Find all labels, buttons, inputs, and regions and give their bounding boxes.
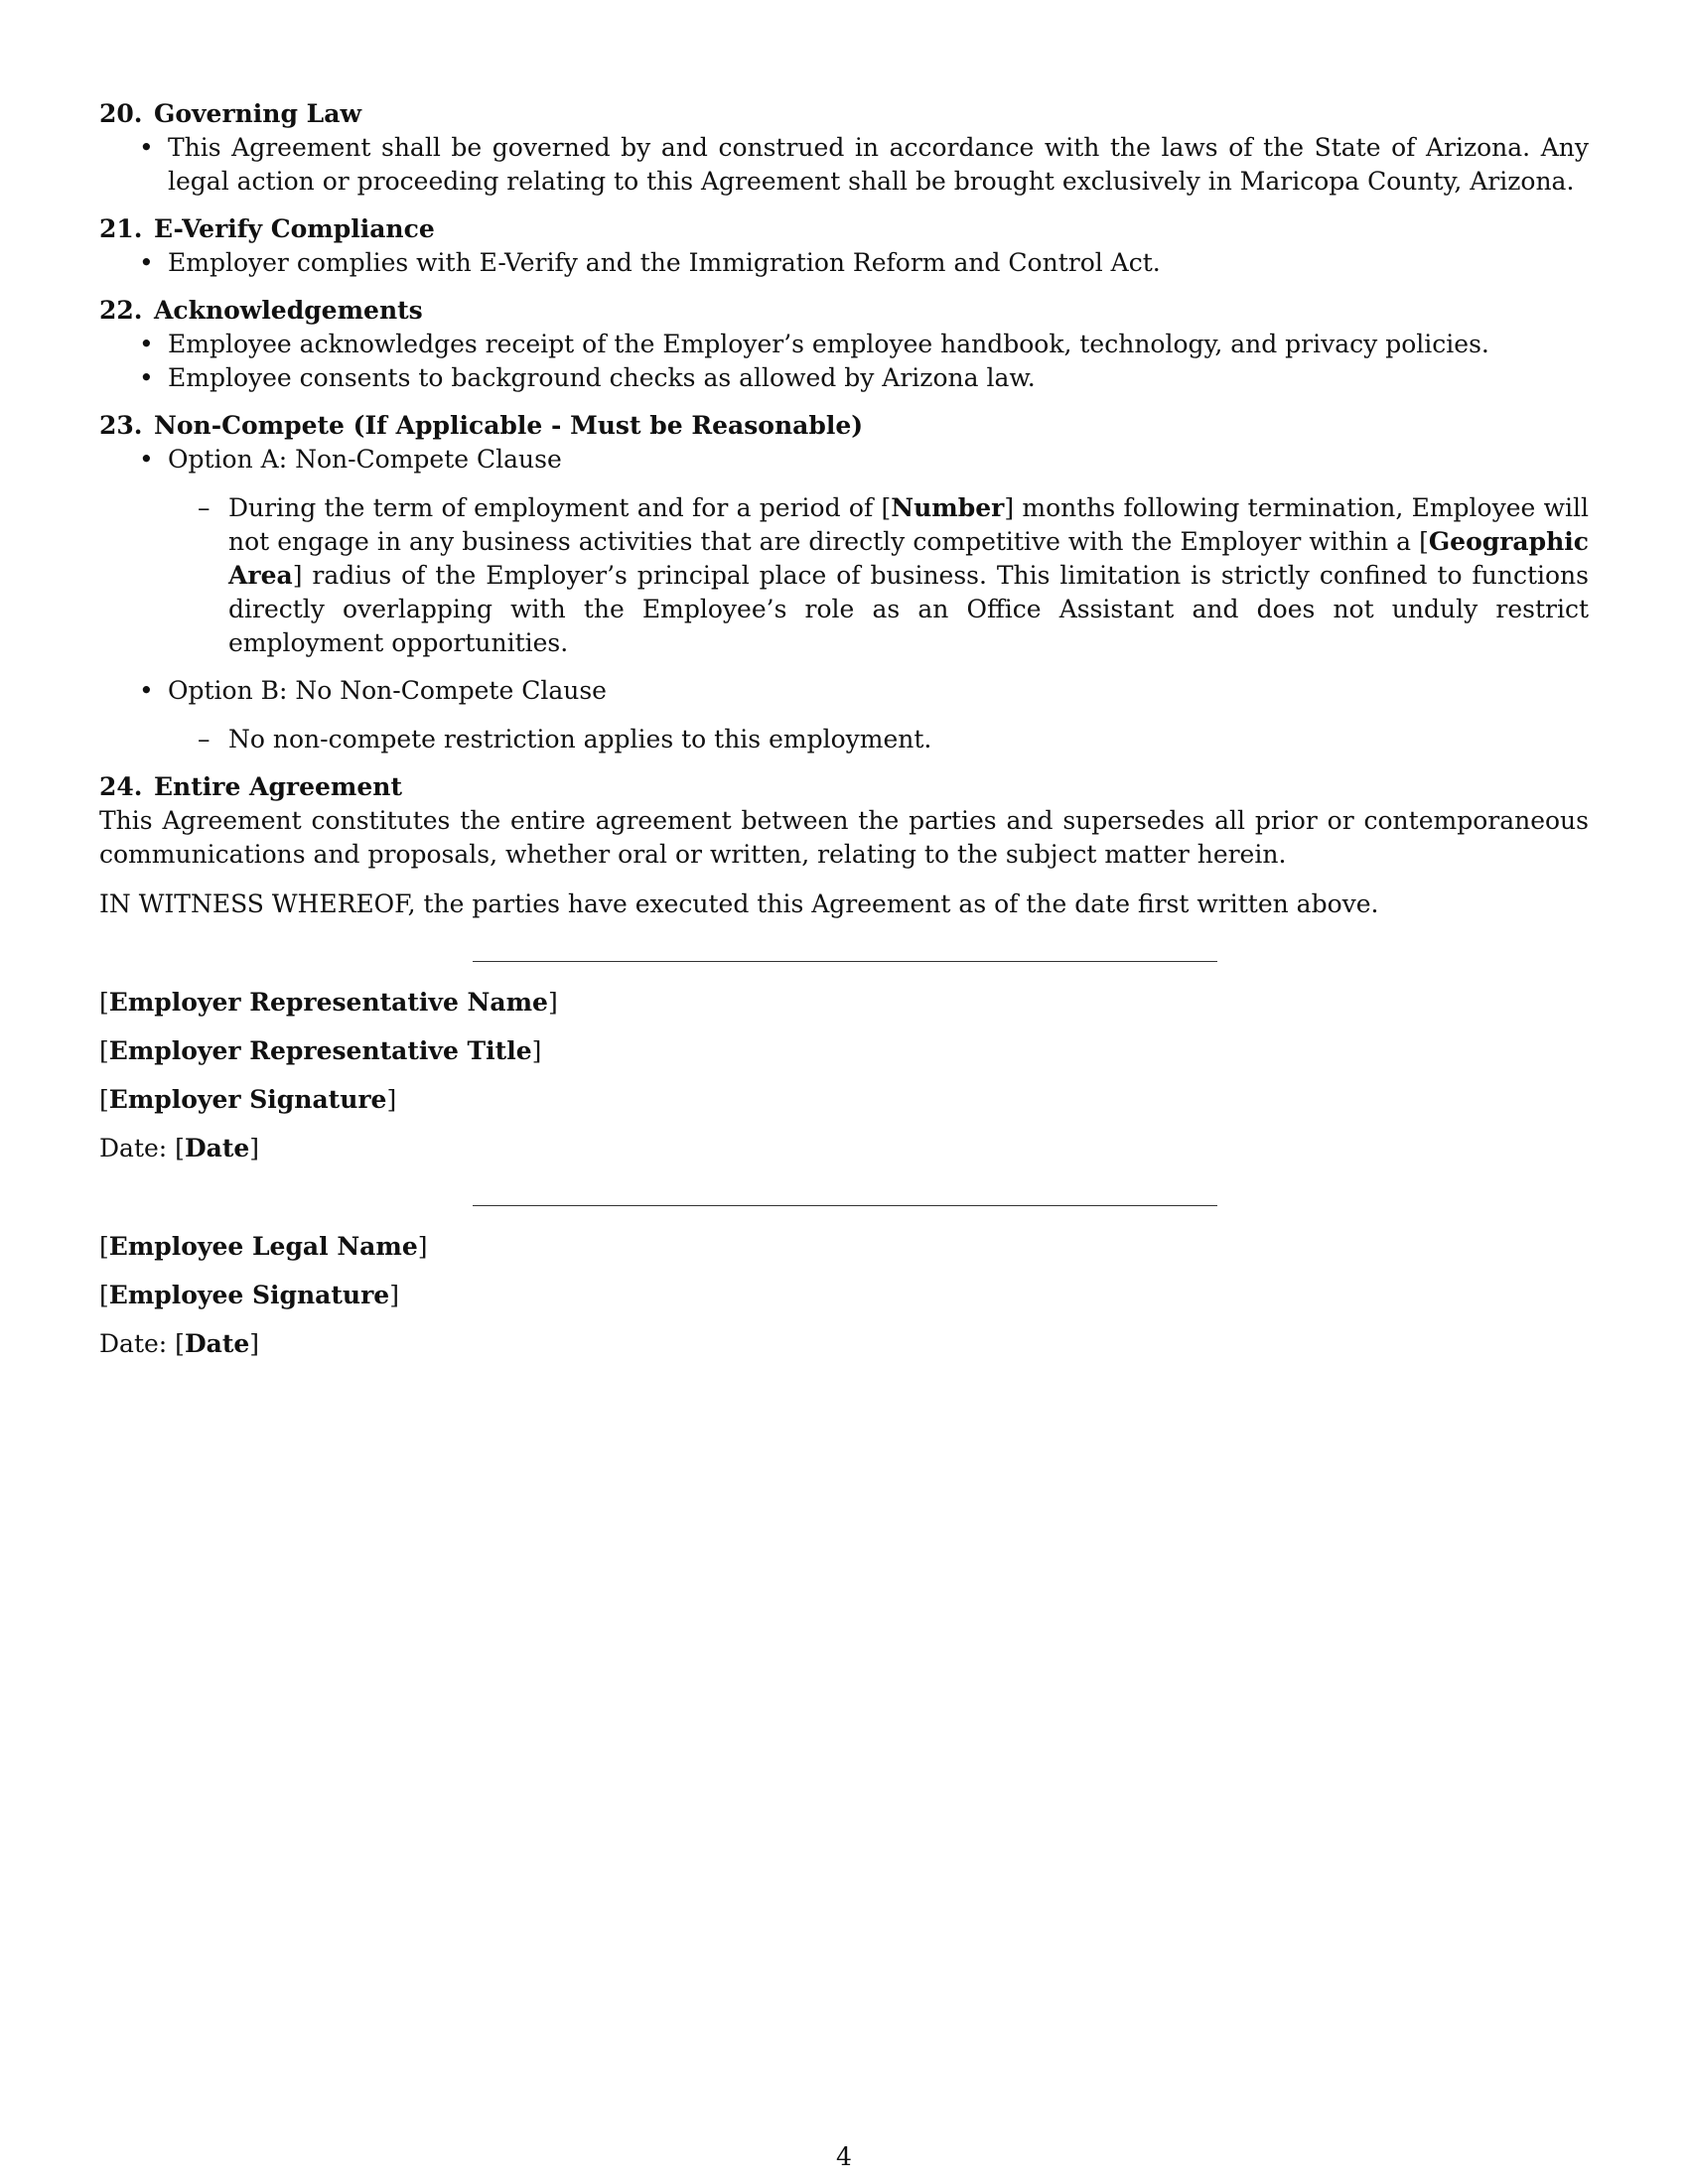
section-number: 23. [99,411,143,440]
bracket-open: [ [99,988,109,1017]
option-b-label: Option B: No Non-Compete Clause [168,676,607,705]
date-label: Date: [99,1134,176,1162]
signature-line [473,961,1217,962]
section-title: Non-Compete (If Applicable - Must be Reasonable) [154,411,864,440]
section-heading [99,212,1589,246]
list-item: • Employee consents to background checks as allowed by Arizona law. [99,361,1589,395]
document-page [99,97,1589,1361]
bracket-close: ] [386,1085,397,1114]
section-title: Governing Law [154,99,361,128]
section-title: Entire Agreement [154,772,402,801]
placeholder-number: Number [891,493,1005,522]
option-a-label: Option A: Non-Compete Clause [168,445,562,474]
bracket-open: [ [175,1329,185,1358]
clause-text: radius of the Employer’s principal place of business. This limitation is strictly confined to functions directly overlapping with the Employee’s role as an Office Assistant and does not unduly restrict employment opportunities. [228,561,1589,657]
entire-agreement-paragraph: This Agreement constitutes the entire agreement between the parties and supersedes all prior or contemporaneous communications and proposals, whether oral or written, relating to the subject matter herein. [99,806,1589,869]
employee-signature [99,1279,1589,1312]
section-number: 20. [99,99,143,128]
bracket-open: [ [99,1281,109,1309]
bracket-close: ] [389,1281,399,1309]
list-item: • Employee acknowledges receipt of the Employer’s employee handbook, technology, and privacy policies. [99,328,1589,361]
section-number: 21. [99,214,143,243]
date-label: Date: [99,1329,176,1358]
bracket-close: ] [249,1134,260,1162]
section-entire-agreement [99,770,1589,872]
placeholder-text: Employee Signature [108,1281,390,1309]
bracket-open: [ [99,1085,109,1114]
clause-text: months following termination, Employee will not engage in any business activities that are directly competitive with the Employer within a [228,493,1589,556]
section-heading [99,294,1589,328]
employee-date [99,1327,1589,1361]
sub-list [168,723,1589,756]
section-governing-law [99,97,1589,199]
section-title: E-Verify Compliance [154,214,435,243]
section-heading [99,409,1589,443]
employer-signature-block [99,961,1589,1165]
signature-line [473,1205,1217,1206]
placeholder-text: Employee Legal Name [108,1232,418,1261]
employer-signature [99,1083,1589,1117]
employee-signature-block [99,1205,1589,1361]
employee-legal-name [99,1230,1589,1264]
placeholder-text: Employer Signature [108,1085,387,1114]
placeholder-geographic-area: Geographic Area [228,527,1589,590]
no-non-compete-clause: – No non-compete restriction applies to this employment. [168,723,1589,756]
bullet-list [99,443,1589,756]
section-acknowledgements [99,294,1589,395]
date-placeholder: Date [184,1329,250,1358]
bracket-open: [ [99,1036,109,1065]
sub-list [168,491,1589,660]
section-title: Acknowledgements [154,296,423,325]
employer-representative-title [99,1034,1589,1068]
placeholder-text: Employer Representative Title [108,1036,532,1065]
employer-representative-name [99,986,1589,1020]
section-e-verify-compliance [99,212,1589,280]
list-item: • Employer complies with E-Verify and the Immigration Reform and Control Act. [99,246,1589,280]
employer-date [99,1132,1589,1165]
bracket-close: ] [417,1232,428,1261]
clause-text: During the term of employment and for a period of [228,493,882,522]
option-a-item [99,443,1589,660]
bracket-close: ] [292,561,303,590]
option-b-item [99,674,1589,756]
section-heading [99,770,1589,804]
bracket-open: [ [99,1232,109,1261]
placeholder-text: Employer Representative Name [108,988,548,1017]
witness-statement: IN WITNESS WHEREOF, the parties have executed this Agreement as of the date first written above. [99,889,1379,918]
section-number: 22. [99,296,143,325]
bullet-list [99,328,1589,395]
non-compete-clause [168,491,1589,660]
bracket-open: [ [175,1134,185,1162]
bracket-close: ] [1004,493,1015,522]
bullet-list [99,246,1589,280]
bracket-open: [ [881,493,892,522]
section-non-compete [99,409,1589,756]
date-placeholder: Date [184,1134,250,1162]
page-number: 4 [836,2142,852,2171]
bullet-list [99,131,1589,199]
bracket-close: ] [249,1329,260,1358]
section-number: 24. [99,772,143,801]
bracket-open: [ [1419,527,1429,556]
list-item: • This Agreement shall be governed by and construed in accordance with the laws of the State of Arizona. Any legal action or proceeding relating to this Agreement shall be brought exclusively in Maricopa County, Arizona. [99,131,1589,199]
bracket-close: ] [531,1036,542,1065]
bracket-close: ] [547,988,558,1017]
section-heading [99,97,1589,131]
